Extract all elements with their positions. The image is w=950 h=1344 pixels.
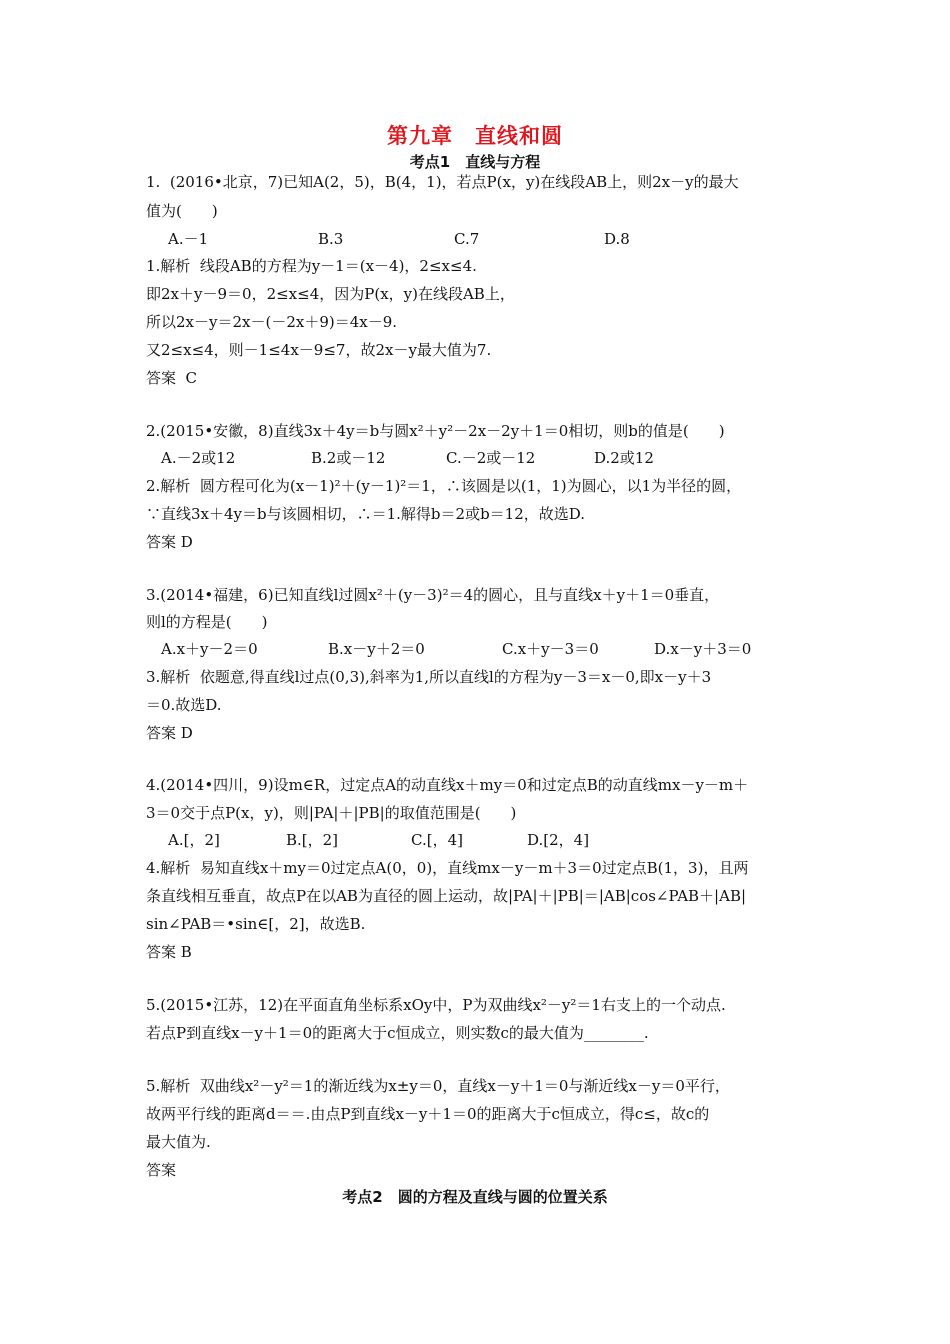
q1-stem-line-2: 值为( ): [146, 202, 218, 220]
q4-analysis-line-3: sin∠PAB＝•sin∈[，2]，故选B.: [146, 915, 366, 933]
q4-stem-line-2: 3＝0交于点P(x，y)，则|PA|＋|PB|的取值范围是( ): [146, 804, 517, 822]
q4-option-c: C.[，4]: [411, 831, 463, 849]
q3-option-b: B.x－y＋2＝0: [328, 640, 425, 658]
q5-stem-line-2: 若点P到直线x－y＋1＝0的距离大于c恒成立，则实数c的最大值为________.: [146, 1024, 649, 1042]
q2-stem-line-1: 2.(2015•安徽，8)直线3x＋4y＝b与圆x²＋y²－2x－2y＋1＝0相切，则b的值是( ): [146, 422, 725, 440]
q4-stem-line-1: 4.(2014•四川，9)设m∈R，过定点A的动直线x＋my＝0和过定点B的动直线mx－y－m＋: [146, 776, 749, 794]
q3-option-c: C.x＋y－3＝0: [502, 640, 599, 658]
q3-analysis-line-2: ＝0.故选D.: [146, 696, 222, 714]
q2-option-a: A.－2或12: [161, 449, 236, 467]
q5-answer: 答案: [146, 1161, 177, 1179]
q1-analysis-line-3: 所以2x－y＝2x－(－2x＋9)＝4x－9.: [146, 313, 398, 331]
q1-analysis-line-2: 即2x＋y－9＝0，2≤x≤4，因为P(x，y)在线段AB上，: [146, 285, 515, 303]
q3-stem-line-2: 则l的方程是( ): [146, 613, 268, 631]
q1-option-b: B.3: [318, 230, 344, 248]
q1-answer: 答案 C: [146, 369, 198, 387]
q1-stem-line-1: 1. (2016•北京，7)已知A(2，5)，B(4，1)，若点P(x，y)在线段AB上，则2x－y的最大: [146, 173, 739, 191]
q1-option-c: C.7: [454, 230, 480, 248]
q2-option-b: B.2或－12: [311, 449, 386, 467]
q5-analysis-line-2: 故两平行线的距离d＝＝.由点P到直线x－y＋1＝0的距离大于c恒成立，得c≤，故c的: [146, 1105, 710, 1123]
q3-option-a: A.x＋y－2＝0: [161, 640, 258, 658]
section-title-2: 考点2 圆的方程及直线与圆的位置关系: [342, 1188, 608, 1206]
q1-analysis-line-4: 又2≤x≤4，则－1≤4x－9≤7，故2x－y最大值为7.: [146, 341, 492, 359]
q3-option-d: D.x－y＋3＝0: [654, 640, 752, 658]
chapter-title: 第九章 直线和圆: [387, 124, 563, 148]
q4-answer: 答案 B: [146, 943, 192, 961]
q1-option-d: D.8: [604, 230, 630, 248]
q1-analysis-line-1: 1.解析 线段AB的方程为y－1＝(x－4)，2≤x≤4.: [146, 257, 477, 275]
q4-option-b: B.[，2]: [286, 831, 339, 849]
q2-option-d: D.2或12: [594, 449, 654, 467]
q3-answer: 答案 D: [146, 724, 193, 742]
q4-option-a: A.[，2]: [168, 831, 220, 849]
q2-analysis-line-1: 2.解析 圆方程可化为(x－1)²＋(y－1)²＝1，∴该圆是以(1，1)为圆心，以1为半径的圆，: [146, 477, 742, 495]
q4-analysis-line-2: 条直线相互垂直，故点P在以AB为直径的圆上运动，故|PA|＋|PB|＝|AB|cos∠PAB＋|AB|: [146, 887, 747, 905]
q2-option-c: C.－2或－12: [446, 449, 536, 467]
section-title-1: 考点1 直线与方程: [409, 153, 541, 171]
q5-analysis-line-1: 5.解析 双曲线x²－y²＝1的渐近线为x±y＝0，直线x－y＋1＝0与渐近线x－y＝0平行，: [146, 1077, 730, 1095]
q4-analysis-line-1: 4.解析 易知直线x＋my＝0过定点A(0，0)，直线mx－y－m＋3＝0过定点B(1，3)，且两: [146, 859, 749, 877]
q4-option-d: D.[2，4]: [527, 831, 590, 849]
q1-option-a: A.－1: [168, 230, 209, 248]
q2-answer: 答案 D: [146, 533, 193, 551]
q5-analysis-line-3: 最大值为.: [146, 1133, 211, 1151]
q2-analysis-line-2: ∵直线3x＋4y＝b与该圆相切，∴＝1.解得b＝2或b＝12，故选D.: [146, 505, 586, 523]
q3-stem-line-1: 3.(2014•福建，6)已知直线l过圆x²＋(y－3)²＝4的圆心，且与直线x＋y＋1＝0垂直，: [146, 586, 720, 604]
q5-stem-line-1: 5.(2015•江苏，12)在平面直角坐标系xOy中，P为双曲线x²－y²＝1右支上的一个动点.: [146, 996, 726, 1014]
q3-analysis-line-1: 3.解析 依题意,得直线l过点(0,3),斜率为1,所以直线l的方程为y－3＝x－0,即x－y＋3: [146, 668, 712, 686]
